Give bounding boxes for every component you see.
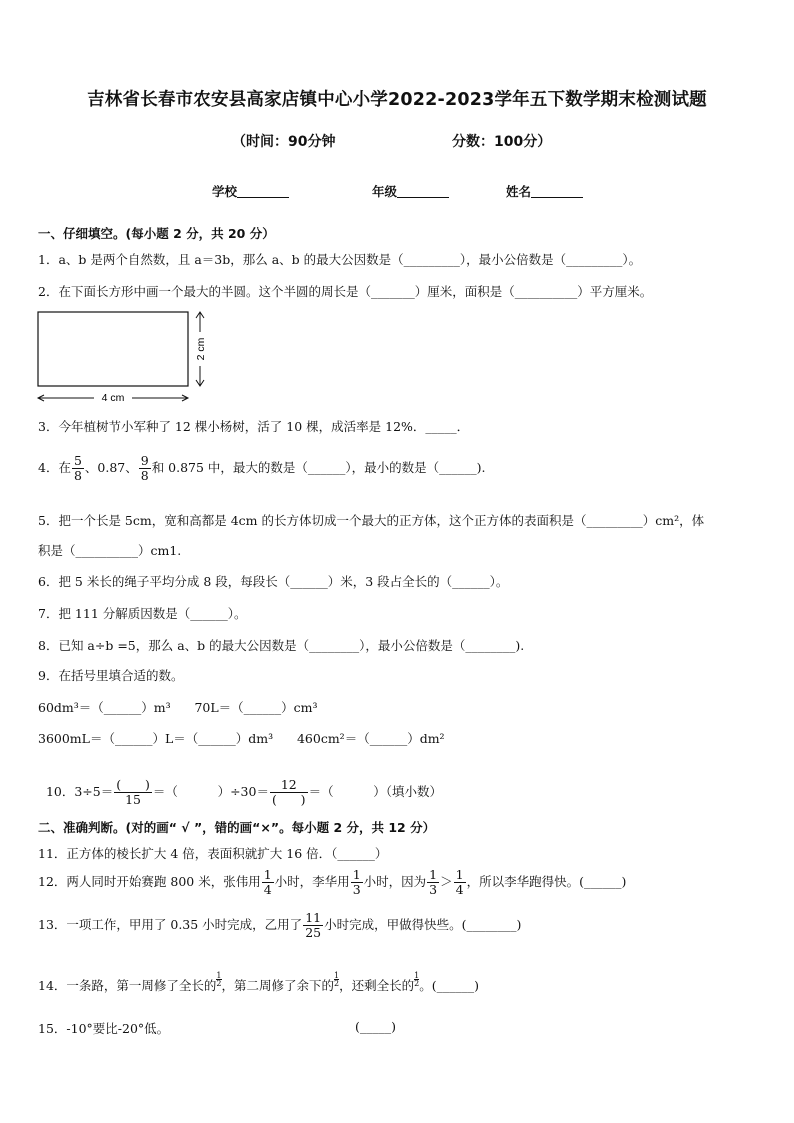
fraction-1-3: $\frac{1}{3}$ xyxy=(352,867,361,897)
question-9: 9．在括号里填合适的数。 xyxy=(38,668,184,683)
question-5-line-2: 积是（__________）cm1. xyxy=(38,543,182,558)
rectangle-shape xyxy=(38,312,188,386)
question-10: 10．3÷5＝ ( ) 15 ＝（ ）÷30＝ 12 ( ) ＝（ ）（填小数） xyxy=(45,777,443,807)
school-blank[interactable] xyxy=(237,184,289,198)
question-11: 11．正方体的棱长扩大 4 倍，表面积就扩大 16 倍．（______） xyxy=(38,846,388,861)
question-9-line-2: 3600mL＝（______）L＝（______）dm³ 460cm²＝（______）dm² xyxy=(38,731,445,746)
name-blank[interactable] xyxy=(531,184,583,198)
question-13: 13．一项工作，甲用了 0.35 小时完成，乙用了 $\frac{11}{25}$ 小时完成，甲做得快些。(________) xyxy=(38,910,522,940)
fraction-9-8: $\frac{9}{8}$ xyxy=(140,453,149,483)
small-fraction-3: $\frac{1}{2}$ xyxy=(414,971,420,989)
question-6: 6．把 5 米长的绳子平均分成 8 段，每段长（______）米，3 段占全长的（______）。 xyxy=(38,574,509,589)
question-3: 3．今年植树节小军种了 12 棵小杨树，活了 10 棵，成活率是 12%．_____． xyxy=(38,419,470,434)
height-label: 2 cm xyxy=(195,337,207,361)
exam-title: 吉林省长春市农安县高家店镇中心小学2022-2023学年五下数学期末检测试题 xyxy=(87,90,707,110)
small-fraction-1: $\frac{1}{2}$ xyxy=(216,971,222,989)
fraction-12-blank: 12 ( ) xyxy=(271,777,306,807)
question-14: 14．一条路，第一周修了全长的 $\frac{1}{2}$ ，第二周修了余下的 $\frac{1}{2}$ ，还剩全长的 $\frac{1}{2}$ 。(______) xyxy=(38,971,479,994)
question-7: 7．把 111 分解质因数是（______）。 xyxy=(38,606,247,621)
question-8: 8．已知 a÷b =5，那么 a、b 的最大公因数是（________），最小公倍数是（________). xyxy=(38,638,525,653)
width-label: 4 cm xyxy=(101,392,125,404)
small-fraction-2: $\frac{1}{2}$ xyxy=(334,971,340,989)
fraction-1-4: $\frac{1}{4}$ xyxy=(263,867,272,897)
question-1: 1．a、b 是两个自然数，且 a＝3b，那么 a、b 的最大公因数是（_________），最小公倍数是（_________）。 xyxy=(38,252,642,267)
grade-blank[interactable] xyxy=(397,184,449,198)
fraction-11-25: $\frac{11}{25}$ xyxy=(305,910,322,940)
grade-field[interactable]: 年级 xyxy=(372,182,449,200)
question-15: 15．-10°要比-20°低。 xyxy=(38,1021,170,1036)
name-field[interactable]: 姓名 xyxy=(506,182,583,200)
question-2: 2．在下面长方形中画一个最大的半圆。这个半圆的周长是（_______）厘米，面积是（__________）平方厘米。 xyxy=(38,284,653,299)
question-9-line-1: 60dm³＝（______）m³ 70L＝（______）cm³ xyxy=(38,700,318,715)
fraction-1-3-compare: $\frac{1}{3}$ xyxy=(429,867,438,897)
rectangle-figure xyxy=(32,304,222,404)
section2-heading: 二、准确判断。(对的画“ √ ”，错的画“×”。每小题 2 分，共 12 分） xyxy=(38,820,436,835)
fraction-5-8: $\frac{5}{8}$ xyxy=(73,453,82,483)
fraction-1-4-compare: $\frac{1}{4}$ xyxy=(455,867,464,897)
time-limit: （时间：90分钟 xyxy=(232,134,336,150)
question-15-blank[interactable]: (_____) xyxy=(355,1019,397,1034)
question-5-line-1: 5．把一个长是 5cm，宽和高都是 4cm 的长方体切成一个最大的正方体，这个正方体的表面积是（_________）cm²，体 xyxy=(38,513,705,528)
question-4: 4．在 $\frac{5}{8}$ 、0.87、 $\frac{9}{8}$ 和 0.875 中，最大的数是（______），最小的数是（______). xyxy=(38,453,486,483)
school-field[interactable]: 学校 xyxy=(212,182,289,200)
question-12: 12．两人同时开始赛跑 800 米，张伟用 $\frac{1}{4}$ 小时，李华用 $\frac{1}{3}$ 小时，因为 $\frac{1}{3}$ ＞ $\frac{1}{4}$ ，所以李华跑得快。(______) xyxy=(38,867,627,897)
total-score: 分数：100分） xyxy=(452,134,552,150)
fraction-blank-15: ( ) 15 xyxy=(116,777,150,807)
section1-heading: 一、仔细填空。(每小题 2 分，共 20 分） xyxy=(38,226,275,241)
